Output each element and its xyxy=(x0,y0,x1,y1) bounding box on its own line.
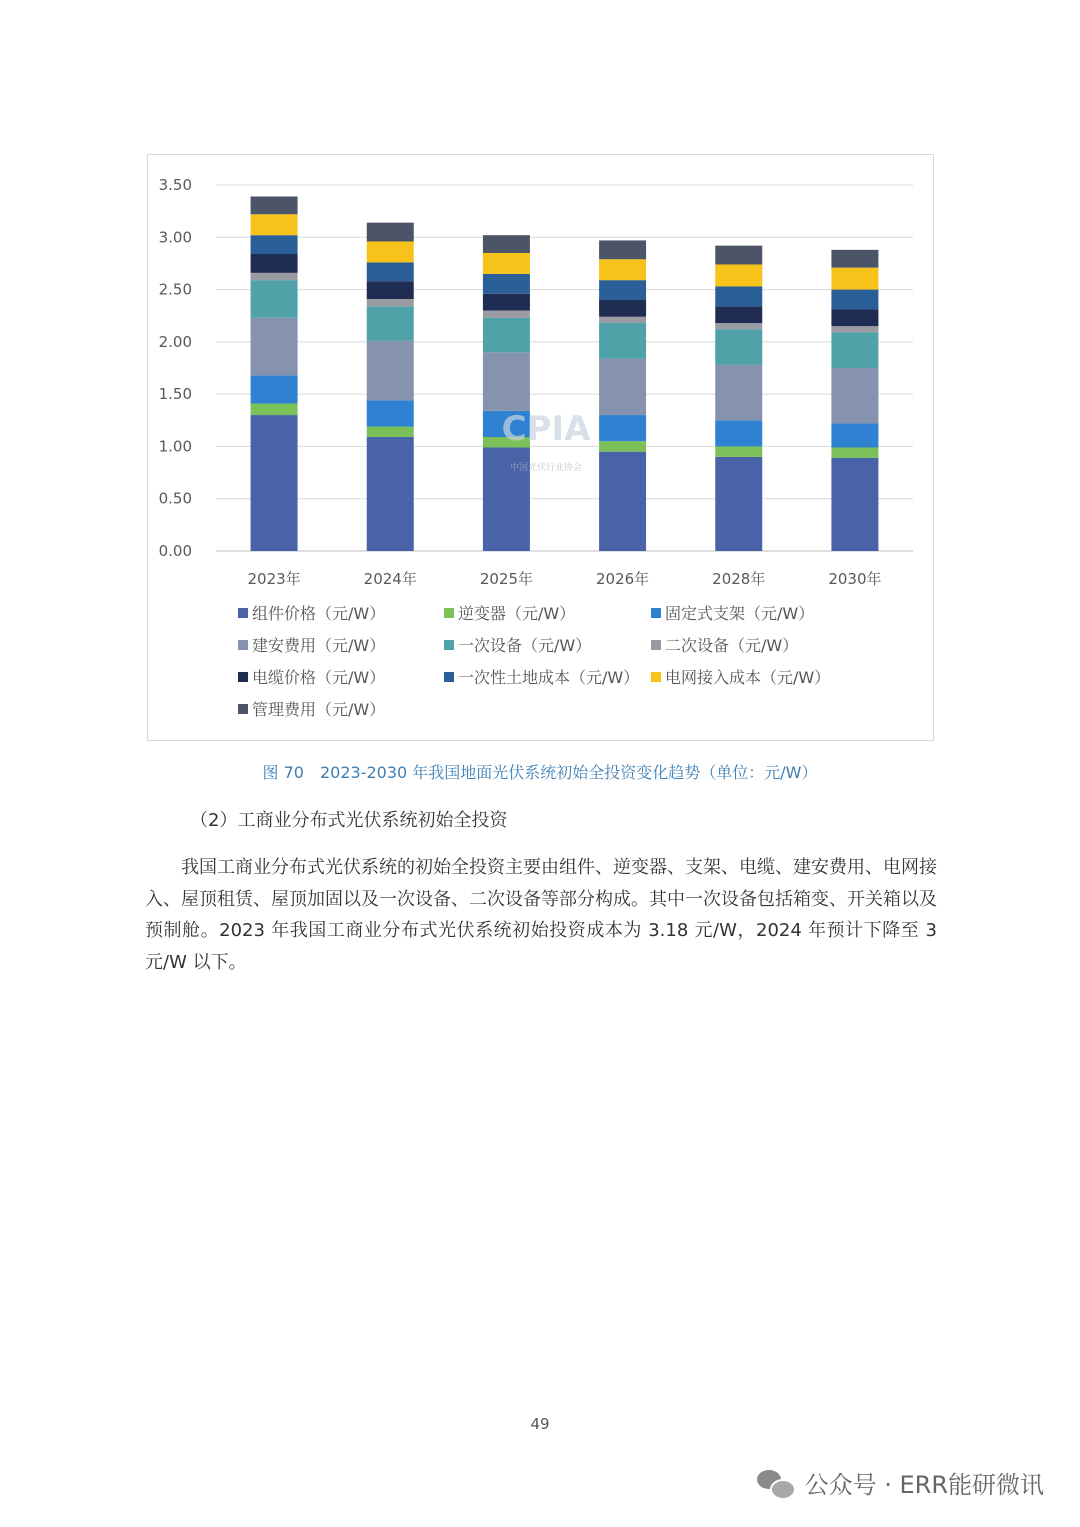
bar-segment xyxy=(599,317,646,323)
bar-segment xyxy=(483,318,530,353)
bar-segment xyxy=(599,415,646,441)
bar-segment xyxy=(831,268,878,290)
bar-segment xyxy=(367,306,414,341)
bar-segment xyxy=(251,318,298,376)
bar-segment xyxy=(251,254,298,273)
legend-label: 管理费用（元/W） xyxy=(252,700,386,719)
bar-segment xyxy=(831,458,878,551)
bar-segment xyxy=(251,404,298,416)
bar-segment xyxy=(483,352,530,411)
bar-segment xyxy=(367,341,414,401)
bar-segment xyxy=(831,447,878,457)
legend-swatch xyxy=(444,640,454,650)
legend-label: 二次设备（元/W） xyxy=(665,636,799,655)
y-tick-label: 2.50 xyxy=(158,280,192,299)
legend-label: 逆变器（元/W） xyxy=(458,604,576,623)
legend-swatch xyxy=(651,672,661,682)
footer-account xyxy=(757,1465,1044,1500)
bar-segment xyxy=(715,420,762,446)
bar-segment xyxy=(715,264,762,286)
bar-segment xyxy=(483,235,530,253)
legend-swatch xyxy=(651,640,661,650)
bar-segment xyxy=(715,365,762,420)
x-tick-label: 2025年 xyxy=(479,570,534,588)
legend-label: 固定式支架（元/W） xyxy=(665,604,815,623)
bar-segment xyxy=(251,214,298,235)
bar-segment xyxy=(599,441,646,451)
bar-segment xyxy=(367,299,414,306)
y-tick-label: 1.50 xyxy=(158,385,192,404)
legend-label: 组件价格（元/W） xyxy=(252,604,386,623)
bar-segment xyxy=(251,273,298,280)
y-tick-label: 1.00 xyxy=(158,437,192,456)
legend-swatch xyxy=(238,704,248,714)
legend-swatch xyxy=(238,608,248,618)
bar-segment xyxy=(715,323,762,329)
bar-segment xyxy=(831,250,878,268)
page-number: 49 xyxy=(530,1415,550,1433)
legend-label: 建安费用（元/W） xyxy=(252,636,386,655)
bar-segment xyxy=(599,452,646,551)
bar-segment xyxy=(367,427,414,437)
y-tick-label: 0.50 xyxy=(158,489,192,508)
x-tick-label: 2023年 xyxy=(247,570,301,588)
legend-label: 电缆价格（元/W） xyxy=(252,668,386,687)
cpia-watermark-logo: CPIA xyxy=(501,409,591,449)
bar-segment xyxy=(831,309,878,326)
bar-segment xyxy=(715,457,762,551)
bar-segment xyxy=(831,423,878,447)
bar-segment xyxy=(831,332,878,368)
bar-segment xyxy=(715,329,762,365)
bar-segment xyxy=(599,359,646,415)
bar-segment xyxy=(367,437,414,551)
wechat-icon xyxy=(757,1468,795,1498)
bar-segment xyxy=(715,286,762,306)
bar-segment xyxy=(367,223,414,242)
bar-segment xyxy=(599,280,646,300)
legend-label: 一次设备（元/W） xyxy=(458,636,592,655)
section-heading: （2）工商业分布式光伏系统初始全投资 xyxy=(190,810,508,831)
y-tick-label: 2.00 xyxy=(158,332,192,351)
bar-segment xyxy=(251,415,298,551)
bar-segment xyxy=(599,323,646,359)
bar-segment xyxy=(483,253,530,274)
bar-segment xyxy=(483,274,530,294)
bar-segment xyxy=(831,326,878,332)
legend-swatch xyxy=(238,640,248,650)
x-tick-label: 2024年 xyxy=(363,570,417,588)
bar-segment xyxy=(483,310,530,317)
bar-segment xyxy=(483,294,530,311)
legend-swatch xyxy=(651,608,661,618)
y-tick-label: 3.00 xyxy=(158,228,192,247)
bar-segment xyxy=(367,400,414,426)
bar-segment xyxy=(251,280,298,318)
bar-segment xyxy=(831,368,878,423)
x-tick-label: 2028年 xyxy=(712,570,766,588)
stacked-bar-chart xyxy=(148,155,933,740)
bar-segment xyxy=(367,241,414,262)
footer-text: 公众号 · ERR能研微讯 xyxy=(804,1471,1044,1499)
x-tick-label: 2030年 xyxy=(828,570,882,588)
legend-swatch xyxy=(444,672,454,682)
bar-segment xyxy=(599,240,646,259)
legend-label: 电网接入成本（元/W） xyxy=(665,668,831,687)
bar-segment xyxy=(599,259,646,280)
cpia-watermark-subtitle: 中国光伏行业协会 xyxy=(509,463,583,473)
bar-segment xyxy=(251,197,298,215)
bar-segment xyxy=(367,262,414,281)
y-tick-label: 3.50 xyxy=(158,176,192,194)
bar-segment xyxy=(251,375,298,403)
legend-label: 一次性土地成本（元/W） xyxy=(458,668,640,687)
legend-swatch xyxy=(444,608,454,618)
bar-segment xyxy=(715,246,762,265)
body-paragraph: 我国工商业分布式光伏系统的初始全投资主要由组件、逆变器、支架、电缆、建安费用、电网接入、屋顶租赁、屋顶加固以及一次设备、二次设备等部分构成。其中一次设备包括箱变、开关箱以及预制舱。2023 年我国工商业分布式光伏系统初始投资成本为 3.18 元/W，2024 年预计下降至 3 元/W 以下。 xyxy=(145,857,937,973)
y-tick-label: 0.00 xyxy=(158,542,192,560)
bar-segment xyxy=(831,290,878,310)
chart-container xyxy=(147,154,934,741)
legend-swatch xyxy=(238,672,248,682)
bar-segment xyxy=(367,281,414,299)
bar-segment xyxy=(599,300,646,317)
x-tick-label: 2026年 xyxy=(595,570,650,588)
figure-caption: 图 70 2023-2030 年我国地面光伏系统初始全投资变化趋势（单位：元/W） xyxy=(262,763,818,782)
bar-segment xyxy=(715,446,762,456)
bar-segment xyxy=(251,235,298,254)
bar-segment xyxy=(715,306,762,323)
